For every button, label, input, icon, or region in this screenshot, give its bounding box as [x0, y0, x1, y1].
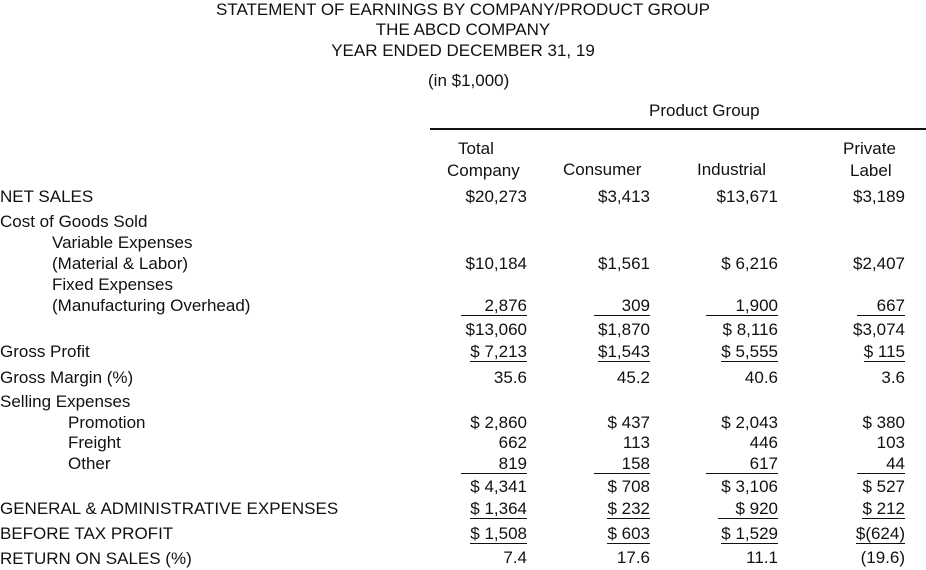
- statement-title: STATEMENT OF EARNINGS BY COMPANY/PRODUCT GROUP: [215, 0, 710, 19]
- cell: $1,561: [598, 254, 650, 273]
- cell: $ 1,529: [721, 524, 778, 543]
- cell: 617: [706, 454, 778, 474]
- cell: $ 527: [862, 477, 905, 496]
- cell: (19.6): [860, 548, 905, 567]
- period-line: YEAR ENDED DECEMBER 31, 19: [331, 41, 595, 60]
- row-label-gross-margin: Gross Margin (%): [0, 368, 134, 387]
- cell: 158: [594, 454, 650, 474]
- cell: $20,273: [465, 187, 527, 206]
- row-label-material-labor: (Material & Labor): [52, 254, 189, 273]
- row-label-selling: Selling Expenses: [0, 392, 131, 411]
- company-name: THE ABCD COMPANY: [375, 20, 551, 39]
- cell: 662: [498, 433, 527, 452]
- header-rule: [430, 128, 926, 130]
- col-private-line1: Private: [843, 139, 896, 158]
- cell: 446: [749, 433, 778, 452]
- cell: $ 920: [718, 499, 778, 519]
- col-consumer: Consumer: [563, 160, 642, 179]
- cell: $ 8,116: [722, 320, 778, 339]
- row-label-cogs: Cost of Goods Sold: [0, 212, 148, 231]
- cell: 11.1: [746, 548, 778, 567]
- cell: $ 4,341: [470, 477, 527, 496]
- row-label-freight: Freight: [68, 433, 121, 452]
- cell: 113: [622, 433, 650, 452]
- cell: $2,407: [853, 254, 905, 273]
- cell: 7.4: [503, 548, 527, 567]
- cell: 44: [857, 454, 905, 474]
- col-industrial: Industrial: [697, 160, 766, 179]
- cell: 2,876: [461, 296, 527, 316]
- cell: $3,189: [853, 187, 905, 206]
- cell: $(624): [855, 524, 905, 543]
- cell: 35.6: [493, 368, 527, 387]
- product-group-heading: Product Group: [649, 101, 760, 120]
- cell: $ 708: [607, 477, 650, 496]
- cell: 1,900: [706, 296, 778, 316]
- cell: $ 380: [862, 413, 905, 432]
- col-total-line1: Total: [458, 139, 494, 158]
- col-private-line2: Label: [850, 161, 892, 180]
- cell: 103: [876, 433, 905, 452]
- cell: $ 7,213: [470, 342, 527, 361]
- cell: $1,870: [598, 320, 650, 339]
- row-label-net-sales: NET SALES: [0, 187, 94, 206]
- row-label-other: Other: [68, 454, 111, 473]
- cell: $ 1,508: [470, 524, 527, 543]
- col-total-line2: Company: [447, 161, 520, 180]
- cell: $ 232: [607, 499, 650, 518]
- row-label-ga: GENERAL & ADMINISTRATIVE EXPENSES: [0, 499, 339, 518]
- row-label-mfg-overhead: (Manufacturing Overhead): [52, 296, 251, 315]
- row-label-promotion: Promotion: [68, 413, 146, 432]
- cell: $ 2,860: [470, 413, 527, 432]
- cell: $ 6,216: [721, 254, 778, 273]
- cell: $3,074: [853, 320, 905, 339]
- cell: 3.6: [881, 368, 905, 387]
- cell: $1,543: [598, 342, 650, 361]
- cell: $ 603: [607, 524, 650, 543]
- cell: $ 115: [863, 342, 905, 361]
- cell: 819: [461, 454, 527, 474]
- cell: $ 5,555: [721, 342, 778, 361]
- cell: $3,413: [598, 187, 650, 206]
- cell: $ 2,043: [721, 413, 778, 432]
- cell: $ 1,364: [470, 499, 527, 518]
- cell: $ 437: [607, 413, 650, 432]
- cell: 17.6: [616, 548, 650, 567]
- cell: 40.6: [744, 368, 778, 387]
- row-label-variable: Variable Expenses: [52, 233, 193, 252]
- row-label-gross-profit: Gross Profit: [0, 342, 90, 361]
- cell: $10,184: [465, 254, 527, 273]
- row-label-before-tax: BEFORE TAX PROFIT: [0, 524, 174, 543]
- cell: 667: [857, 296, 905, 316]
- cell: 45.2: [616, 368, 650, 387]
- cell: $13,671: [716, 187, 778, 206]
- cell: $ 212: [862, 499, 905, 518]
- row-label-ros: RETURN ON SALES (%): [0, 549, 192, 568]
- cell: 309: [594, 296, 650, 316]
- cell: $ 3,106: [721, 477, 778, 496]
- units-note: (in $1,000): [428, 71, 510, 90]
- cell: $13,060: [465, 320, 527, 339]
- row-label-fixed: Fixed Expenses: [52, 275, 173, 294]
